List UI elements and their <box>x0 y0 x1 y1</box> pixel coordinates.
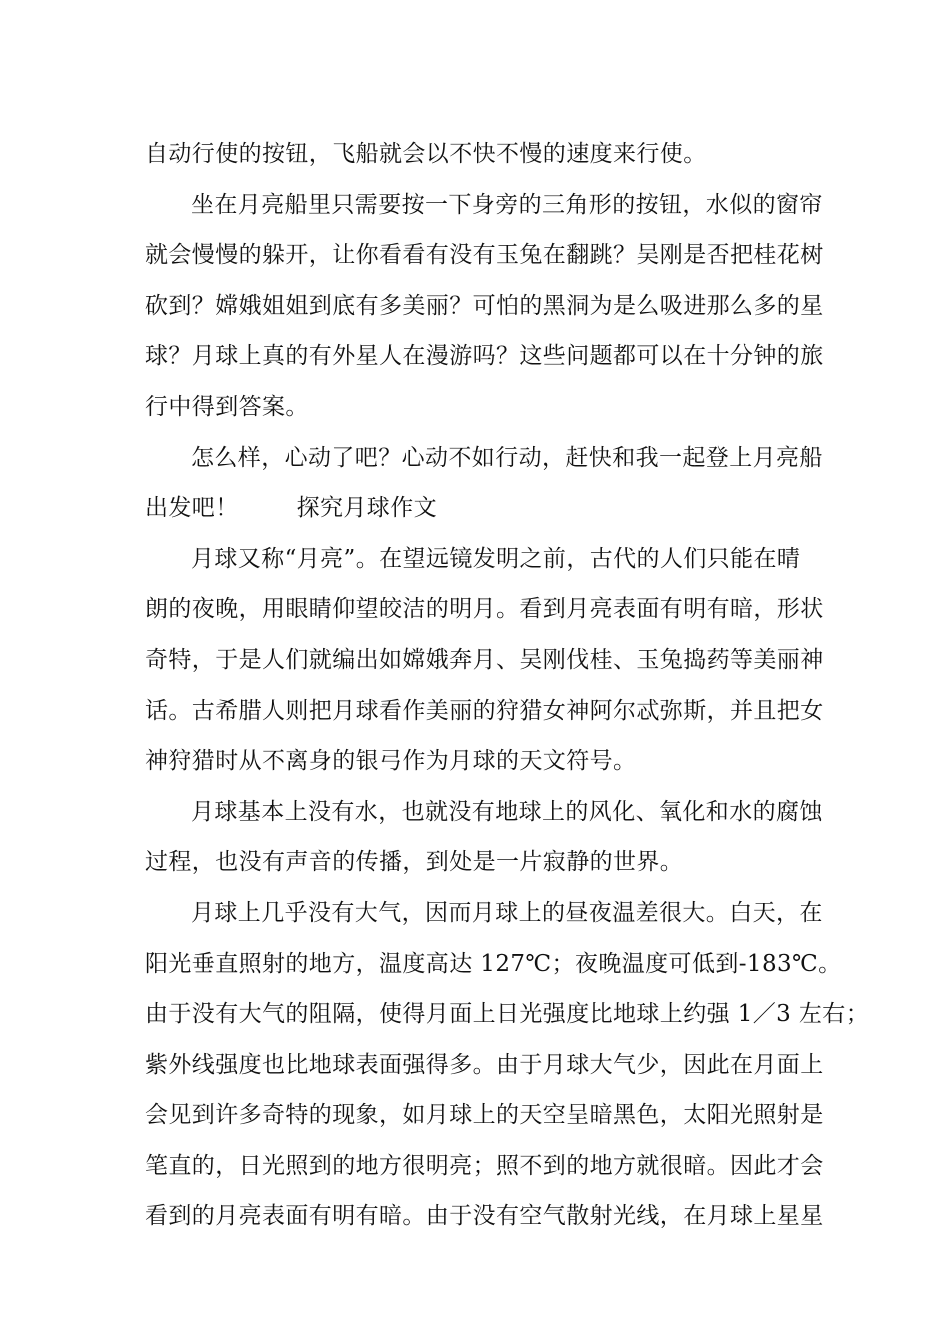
text-fragment: 出发吧！ <box>145 495 239 522</box>
text-line: 笔直的，日光照到的地方很明亮；照不到的地方就很暗。因此才会 <box>145 1152 824 1179</box>
paragraph-start-line: 坐在月亮船里只需要按一下身旁的三角形的按钮，水似的窗帘 <box>191 191 823 218</box>
text-line: 过程，也没有声音的传播，到处是一片寂静的世界。 <box>145 849 684 876</box>
text-line: 奇特，于是人们就编出如嫦娥奔月、吴刚伐桂、玉兔捣药等美丽神 <box>145 646 824 673</box>
text-line: 就会慢慢的躲开，让你看看有没有玉兔在翻跳？吴刚是否把桂花树 <box>145 242 824 269</box>
text-line-with-title <box>145 483 820 534</box>
text-line: 神狩猎时从不离身的银弓作为月球的天文符号。 <box>145 748 637 775</box>
text-line: 自动行使的按钮，飞船就会以不快不慢的速度来行使。 <box>145 141 707 167</box>
text-line: 砍到？嫦娥姐姐到底有多美丽？可怕的黑洞为是么吸进那么多的星 <box>145 292 824 319</box>
paragraph-start-line: 怎么样，心动了吧？心动不如行动，赶快和我一起登上月亮船 <box>191 444 823 471</box>
text-line: 话。古希腊人则把月球看作美丽的狩猎女神阿尔忒弥斯，并且把女 <box>145 697 824 724</box>
text-line: 看到的月亮表面有明有暗。由于没有空气散射光线，在月球上星星 <box>145 1203 824 1230</box>
text-line: 由于没有大气的阻隔，使得月面上日光强度比地球上约强 1／3 左右； <box>145 1001 870 1028</box>
text-line: 阳光垂直照射的地方，温度高达 127℃；夜晚温度可低到-183℃。 <box>145 950 842 977</box>
text-line: 球？月球上真的有外星人在漫游吗？这些问题都可以在十分钟的旅 <box>145 343 824 370</box>
article-title: 探究月球作文 <box>296 495 438 522</box>
text-line: 行中得到答案。 <box>145 393 309 420</box>
text-line: 会见到许多奇特的现象，如月球上的天空呈暗黑色，太阳光照射是 <box>145 1102 824 1129</box>
text-line: 朗的夜晚，用眼睛仰望皎洁的明月。看到月亮表面有明有暗，形状 <box>145 596 824 623</box>
paragraph-start-line: 月球上几乎没有大气，因而月球上的昼夜温差很大。白天，在 <box>191 899 823 926</box>
document-body <box>145 129 870 1242</box>
text-line: 紫外线强度也比地球表面强得多。由于月球大气少，因此在月面上 <box>145 1051 824 1078</box>
paragraph-start-line: 月球又称“月亮”。在望远镜发明之前，古代的人们只能在晴 <box>191 545 801 572</box>
paragraph-start-line: 月球基本上没有水，也就没有地球上的风化、氧化和水的腐蚀 <box>191 798 823 825</box>
